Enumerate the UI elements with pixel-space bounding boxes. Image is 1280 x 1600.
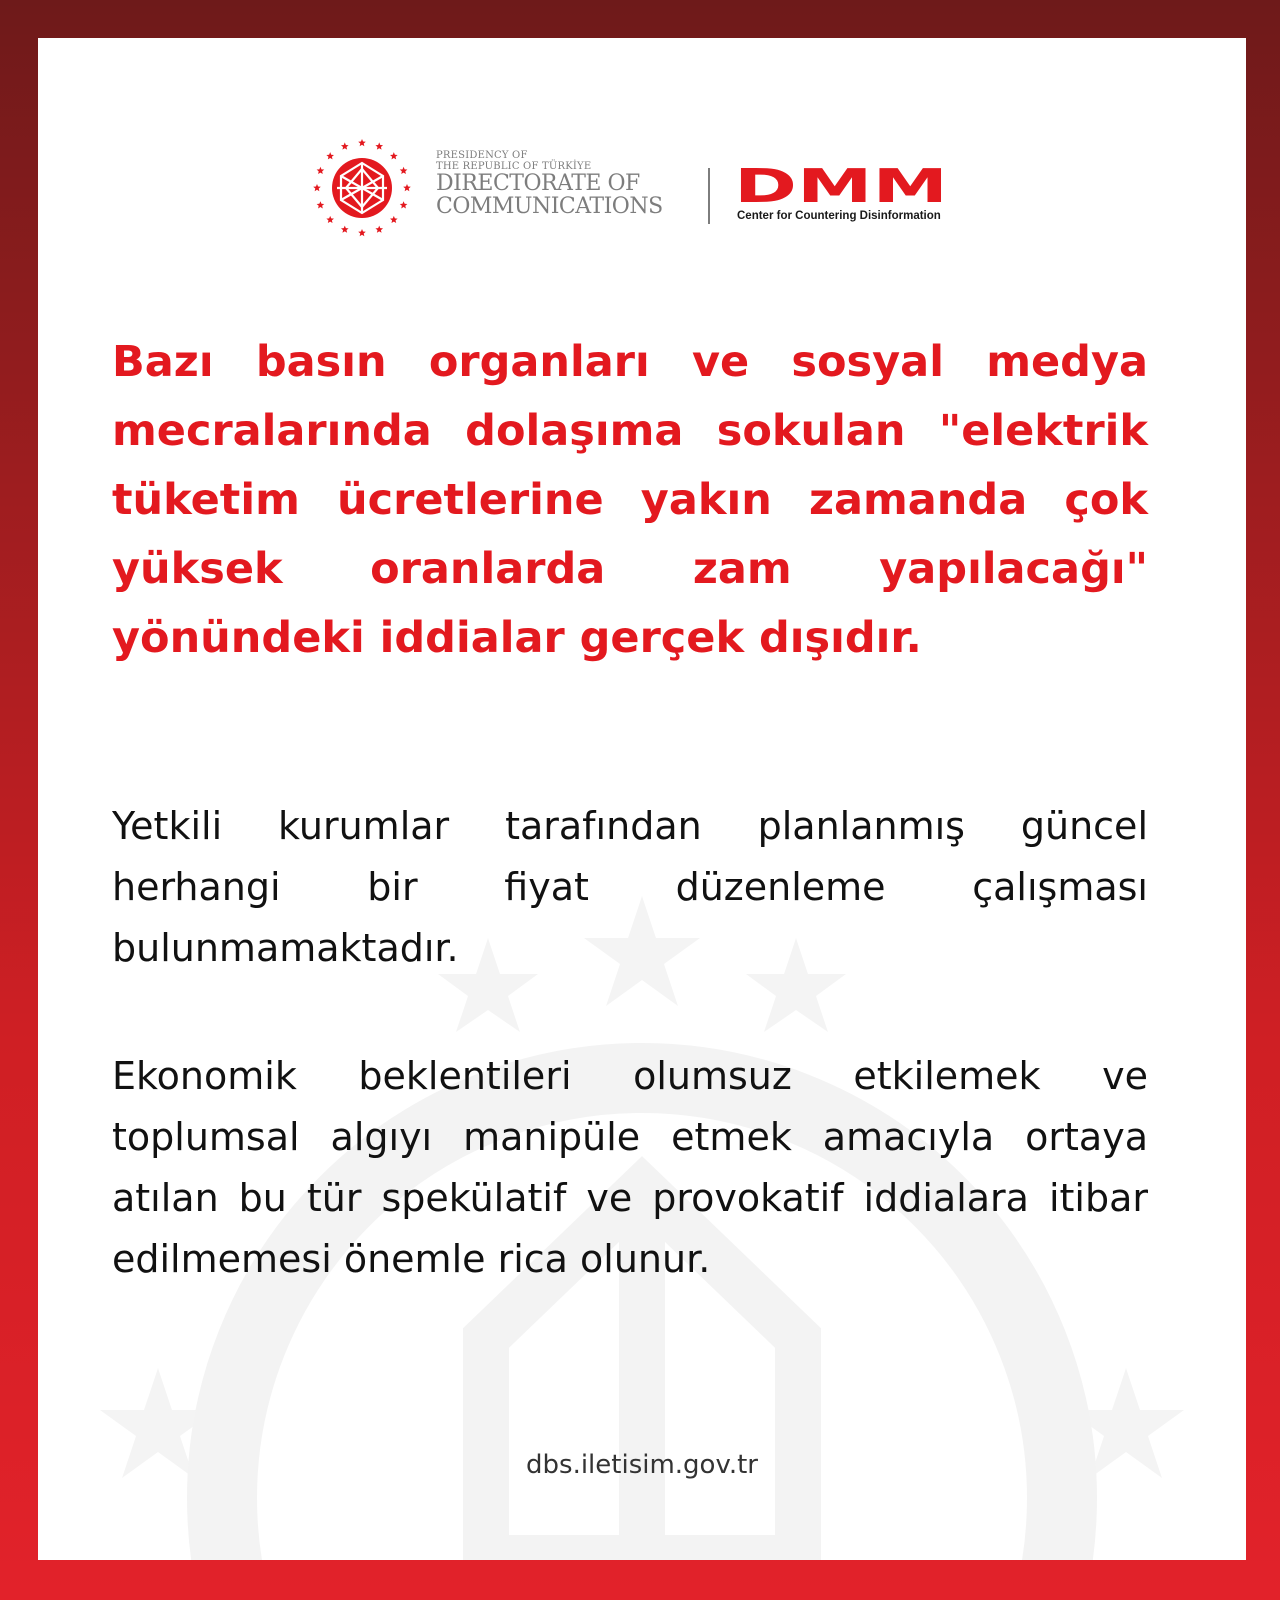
org-name-line-2: COMMUNICATIONS	[436, 194, 663, 219]
emblem-star	[390, 152, 398, 159]
emblem-star	[400, 167, 408, 174]
emblem-star	[358, 229, 366, 236]
emblem-star	[375, 226, 383, 233]
paragraph-2: Ekonomik beklentileri olumsuz etkilemek ve toplumsal algıyı manipüle etmek amacıyla ortaya atılan bu tür spekülatif ve provokatif iddialara itibar edilmemesi önemle rica olunur.	[112, 1054, 1148, 1281]
header	[38, 136, 1246, 286]
emblem-star	[375, 142, 383, 149]
emblem-star	[341, 226, 349, 233]
headline: Bazı basın organları ve sosyal medya mecralarında dolaşıma sokulan "elektrik tüketim ücretlerine yakın zamanda çok yüksek oranlarda zam yapılacağı" yönündeki iddialar gerçek dışıdır.	[112, 337, 1148, 663]
emblem-star	[390, 216, 398, 223]
footer-url: dbs.iletisim.gov.tr	[526, 1450, 758, 1480]
emblem-star	[400, 201, 408, 208]
dmm-logo	[734, 166, 950, 206]
emblem-star	[317, 201, 325, 208]
logo-divider	[708, 168, 710, 224]
emblem-star	[326, 152, 334, 159]
directorate-logo-text	[436, 150, 663, 218]
star-emblem-icon	[310, 136, 414, 240]
dmm-logo-text: DMM	[734, 166, 948, 206]
org-small-line-2: THE REPUBLIC OF TÜRKİYE	[436, 161, 592, 172]
org-name-line-1: DIRECTORATE OF	[436, 171, 640, 196]
paragraph-1: Yetkili kurumlar tarafından planlanmış güncel herhangi bir fiyat düzenleme çalışması bulunmamaktadır.	[112, 804, 1148, 970]
announcement-card	[38, 38, 1246, 1560]
emblem-star	[326, 216, 334, 223]
emblem-star	[358, 139, 366, 146]
dmm-subtitle: Center for Countering Disinformation	[737, 210, 941, 222]
emblem-star	[313, 184, 321, 191]
org-small-line-1: PRESIDENCY OF	[436, 150, 528, 161]
emblem-star	[403, 184, 411, 191]
emblem-star	[317, 167, 325, 174]
emblem-star	[341, 142, 349, 149]
